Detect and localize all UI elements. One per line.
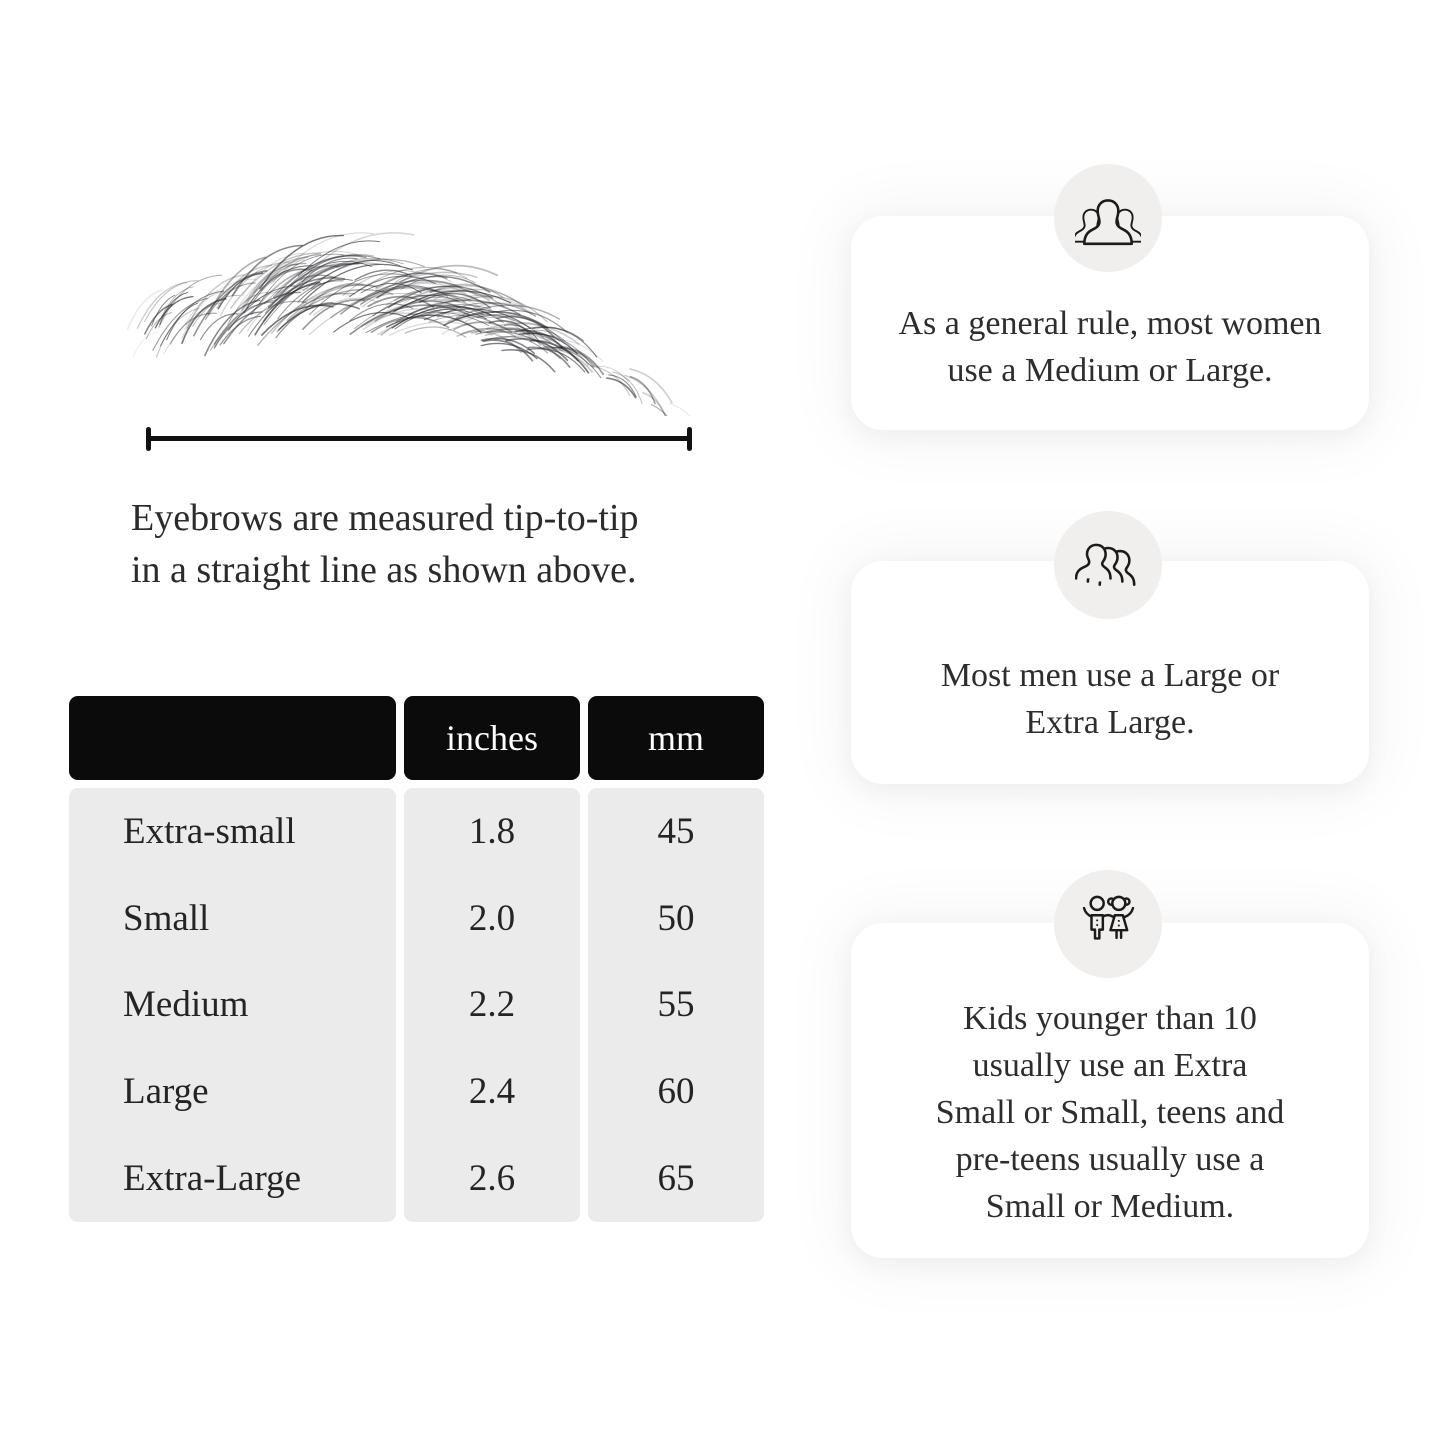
- card-women-icon-circle: [1054, 164, 1162, 272]
- card-kids-text: [875, 995, 1345, 1230]
- table-row-label: Large: [123, 1071, 209, 1113]
- table-cell-inches: 2.6: [468, 1158, 516, 1200]
- table-cell-inches: 2.0: [468, 897, 516, 939]
- card-men-text: [875, 652, 1345, 746]
- table-cell-mm: 60: [657, 1071, 695, 1113]
- card-kids-line-3: Small or Small, teens and: [935, 1094, 1285, 1131]
- card-women-line-2: use a Medium or Large.: [947, 352, 1273, 389]
- table-cell-mm: 45: [657, 810, 695, 852]
- table-cell-inches: 2.4: [468, 1071, 516, 1113]
- card-men-icon-circle: [1054, 511, 1162, 619]
- table-row-label: Extra-small: [123, 810, 296, 852]
- table-cell-inches: 1.8: [468, 810, 516, 852]
- table-column-mm: [588, 788, 764, 1222]
- card-kids-line-2: usually use an Extra: [972, 1047, 1248, 1084]
- table-header-size: [69, 696, 396, 780]
- table-row-label: Extra-Large: [123, 1158, 302, 1200]
- women-group-icon: [1075, 185, 1141, 251]
- card-men-line-2: Extra Large.: [1025, 704, 1195, 741]
- measurement-line-right-cap: [687, 427, 692, 451]
- measurement-caption: [131, 492, 751, 596]
- table-header-inches: inches: [404, 696, 580, 780]
- table-cell-mm: 55: [657, 984, 695, 1026]
- card-men-line-1: Most men use a Large or: [940, 657, 1280, 694]
- table-column-size-labels: [69, 788, 396, 1222]
- table-cell-mm: 50: [657, 897, 695, 939]
- card-women-text: [875, 300, 1345, 394]
- eyebrow-illustration: [102, 222, 702, 416]
- table-cell-mm: 65: [657, 1158, 695, 1200]
- card-women-line-1: As a general rule, most women: [898, 305, 1322, 342]
- table-row-label: Small: [123, 897, 210, 939]
- measurement-caption-line-1: Eyebrows are measured tip-to-tip: [131, 497, 639, 539]
- table-row-label: Medium: [123, 984, 249, 1026]
- card-kids-line-5: Small or Medium.: [985, 1188, 1235, 1225]
- measurement-line-bar: [148, 436, 690, 441]
- measurement-caption-line-2: in a straight line as shown above.: [131, 549, 637, 591]
- card-kids-icon-circle: [1054, 870, 1162, 978]
- men-group-icon: [1075, 532, 1141, 598]
- table-column-inches: [404, 788, 580, 1222]
- table-header-mm: mm: [588, 696, 764, 780]
- card-kids-line-1: Kids younger than 10: [963, 1000, 1257, 1037]
- eyebrow-illustration-wrap: [102, 222, 702, 416]
- card-kids-line-4: pre-teens usually use a: [955, 1141, 1265, 1178]
- kids-icon: [1075, 891, 1141, 957]
- measurement-line: [146, 427, 692, 451]
- table-cell-inches: 2.2: [468, 984, 516, 1026]
